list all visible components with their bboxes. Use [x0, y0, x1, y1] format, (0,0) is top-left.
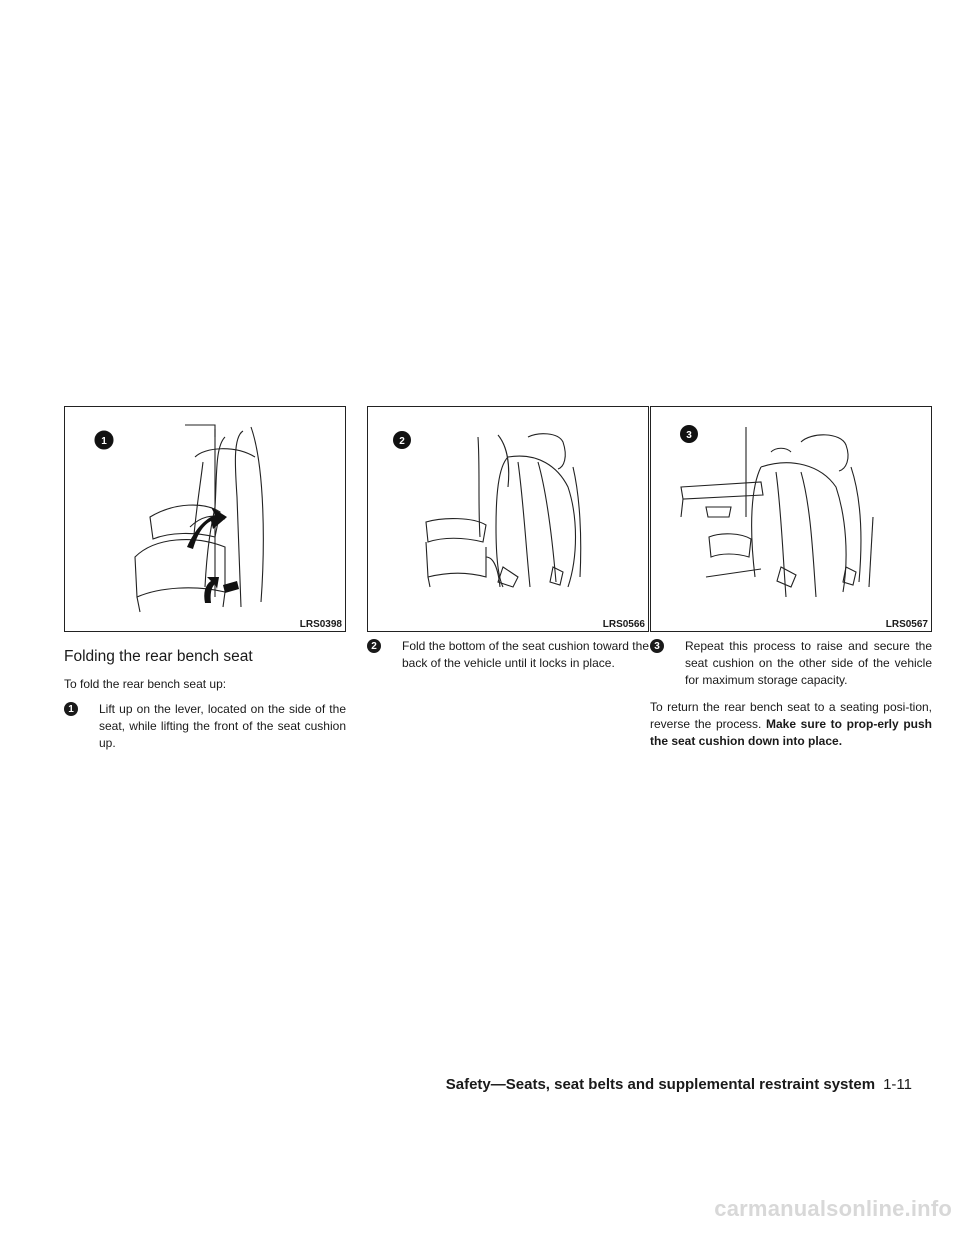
step-1 [64, 701, 346, 752]
column-3 [650, 406, 932, 750]
svg-text:1: 1 [101, 436, 107, 447]
closing-text: To return the rear bench seat to a seating posi-tion, reverse the process. [650, 700, 932, 731]
closing-paragraph [650, 699, 932, 750]
watermark: carmanualsonline.info [714, 1196, 952, 1221]
step-3 [650, 638, 932, 689]
intro-text: To fold the rear bench seat up: [64, 677, 227, 691]
step-text: Repeat this process to raise and secure the seat cushion on the other side of the vehicle for maximum storage capacity. [685, 639, 932, 687]
page-number: 1-11 [883, 1076, 912, 1093]
figure-code: LRS0566 [602, 619, 645, 630]
footer-section-title: Safety—Seats, seat belts and supplemental restraint system [445, 1076, 876, 1093]
column-1 [64, 406, 346, 752]
seat-lever-illustration [65, 407, 345, 631]
figure-secure-other-side [650, 406, 932, 632]
section-heading: Folding the rear bench seat [64, 648, 253, 665]
svg-text:3: 3 [686, 430, 692, 441]
page-footer [446, 1076, 912, 1093]
step-text: Lift up on the lever, located on the side of the seat, while lifting the front of the seat cushion up. [99, 702, 346, 750]
closing-warning: Make sure to prop-erly push the seat cushion down into place. [650, 717, 932, 748]
step-2 [367, 638, 649, 672]
column-2 [367, 406, 649, 672]
step-number-badge: 3 [650, 639, 664, 653]
step-text: Fold the bottom of the seat cushion toward the back of the vehicle until it locks in place. [402, 639, 649, 670]
figure-code: LRS0567 [885, 619, 928, 630]
figure-fold-lever [64, 406, 346, 632]
figure-fold-cushion [367, 406, 649, 632]
seat-cushion-fold-illustration [368, 407, 648, 631]
figure-code: LRS0398 [299, 619, 342, 630]
step-number-badge: 2 [367, 639, 381, 653]
svg-text:2: 2 [399, 436, 405, 447]
step-number-badge: 1 [64, 702, 78, 716]
seat-storage-illustration [651, 407, 931, 631]
